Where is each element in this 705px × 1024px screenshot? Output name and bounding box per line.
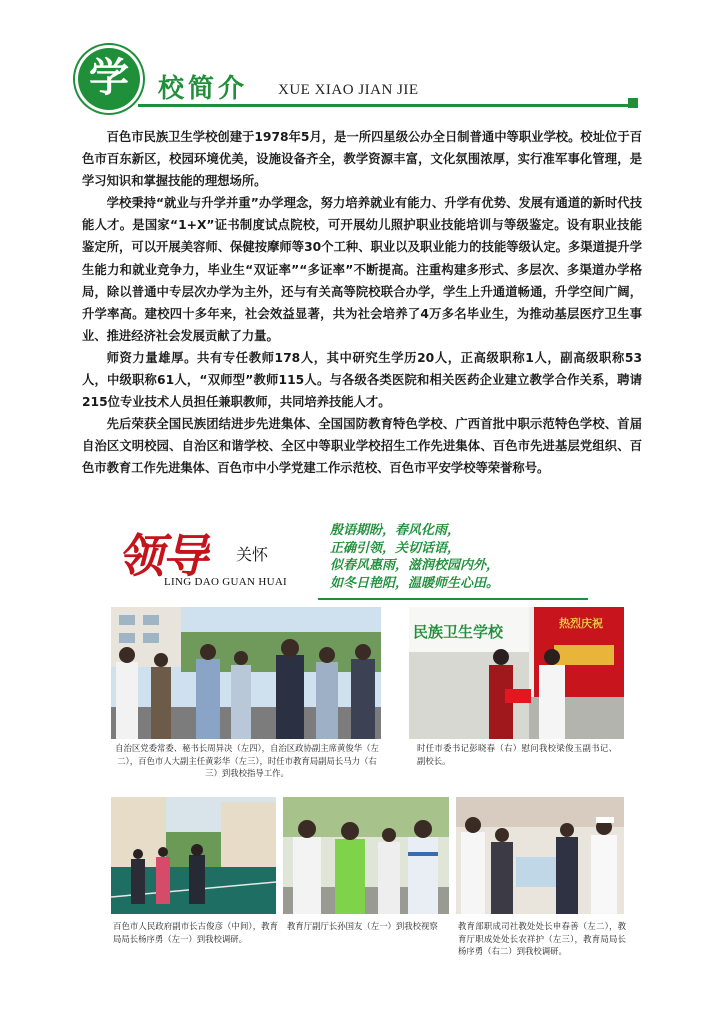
poem-line: 正确引领，关切话语，	[330, 540, 461, 556]
header-rule	[138, 104, 628, 107]
intro-paragraph: 百色市民族卫生学校创建于1978年5月，是一所四星级公办全日制普通中等职业学校。校址位于百色市百东新区，校园环境优美，设施设备齐全，教学资源丰富，文化氛围浓厚，实行准军事化管理，是学习知识和掌握技能的理想场所。	[82, 130, 642, 189]
poem-line: 似春风惠雨，滋润校园内外，	[330, 558, 500, 573]
header-rule-square	[628, 98, 638, 108]
intro-paragraph: 师资力量雄厚。共有专任教师178人，其中研究生学历20人，正高级职称1人，副高级职称53人，中级职称61人，“双师型”教师115人。与各级各类医院和相关医药企业建立教学合作关系，聘请215位专业技术人员担任兼职教师，共同培养技能人才。	[82, 350, 642, 410]
header-badge: 学	[78, 48, 140, 110]
photo-campus-court	[111, 797, 276, 914]
poem-line: 殷语期盼，春风化雨，	[330, 523, 461, 538]
photo-caption: 百色市人民政府副市长古俊彦（中间），教育局局长杨序勇（左一）到我校调研。	[113, 921, 278, 944]
poem-underline	[318, 598, 588, 600]
photo-inspection	[283, 797, 449, 914]
celebration-banner-text: 热烈庆祝	[559, 617, 603, 630]
leader-care-poem	[330, 522, 600, 592]
photo-caption: 自治区党委常委、秘书长周异决（左四），自治区政协副主席黄俊华（左二），百色市人大副主任黄彩华（左三），时任市教育局副局长马力（右三）到我校指导工作。	[115, 743, 379, 779]
leader-care-pinyin: LING DAO GUAN HUAI	[164, 576, 288, 588]
poem-line: 如冬日艳阳，温暖师生心田。	[330, 575, 500, 591]
photo-award	[409, 607, 624, 739]
school-sign-text: 民族卫生学校	[413, 623, 504, 641]
intro-text	[82, 126, 642, 480]
page-title: 校简介	[158, 74, 249, 104]
photo-visit-group	[111, 607, 381, 739]
photo-classroom	[456, 797, 624, 914]
leader-care-subtitle: 关怀	[236, 545, 269, 564]
leader-care-banner	[118, 520, 598, 606]
photo-caption: 教育厅副厅长孙国友（左一）到我校视察	[287, 921, 438, 931]
photo-caption: 教育部职成司社教处处长申春善（左二），教育厅职成处处长农祥护（左三），教育局局长杨序勇（右二）到我校调研。	[458, 921, 626, 957]
page-title-pinyin: XUE XIAO JIAN JIE	[278, 82, 419, 98]
section-header	[78, 46, 638, 112]
intro-paragraph: 先后荣获全国民族团结进步先进集体、全国国防教育特色学校、广西首批中职示范特色学校、首届自治区文明校园、自治区和谐学校、全区中等职业学校招生工作先进集体、百色市先进基层党组织、百色市教育工作先进集体、百色市中小学党建工作示范校、百色市平安学校等荣誉称号。	[82, 417, 642, 476]
intro-paragraph: 学校秉持“就业与升学并重”办学理念，努力培养就业有能力、升学有优势、发展有通道的新时代技能人才。是国家“1+X”证书制度试点院校，可开展幼儿照护职业技能培训与等级鉴定。设有职业技能鉴定所，可以开展美容师、保健按摩师等30个工种、职业以及职业能力的技能等级认定。多渠道提升学生能力和就业竞争力，毕业生“双证率”“多证率”不断提高。注重构建多形式、多层次、多渠道办学格局，除以普通中专层次办学为主外，还与有关高等院校联合办学，学生上升通道畅通，升学空间广阔，升学率高。建校四十多年来，社会效益显著，共为社会培养了4万多名毕业生，为推动基层医疗卫生事业、推进经济社会发展贡献了力量。	[82, 196, 642, 343]
photo-caption: 时任市委书记彭晓春（右）慰问我校梁俊玉副书记、副校长。	[417, 743, 617, 766]
leader-care-title: 领导	[118, 529, 206, 583]
